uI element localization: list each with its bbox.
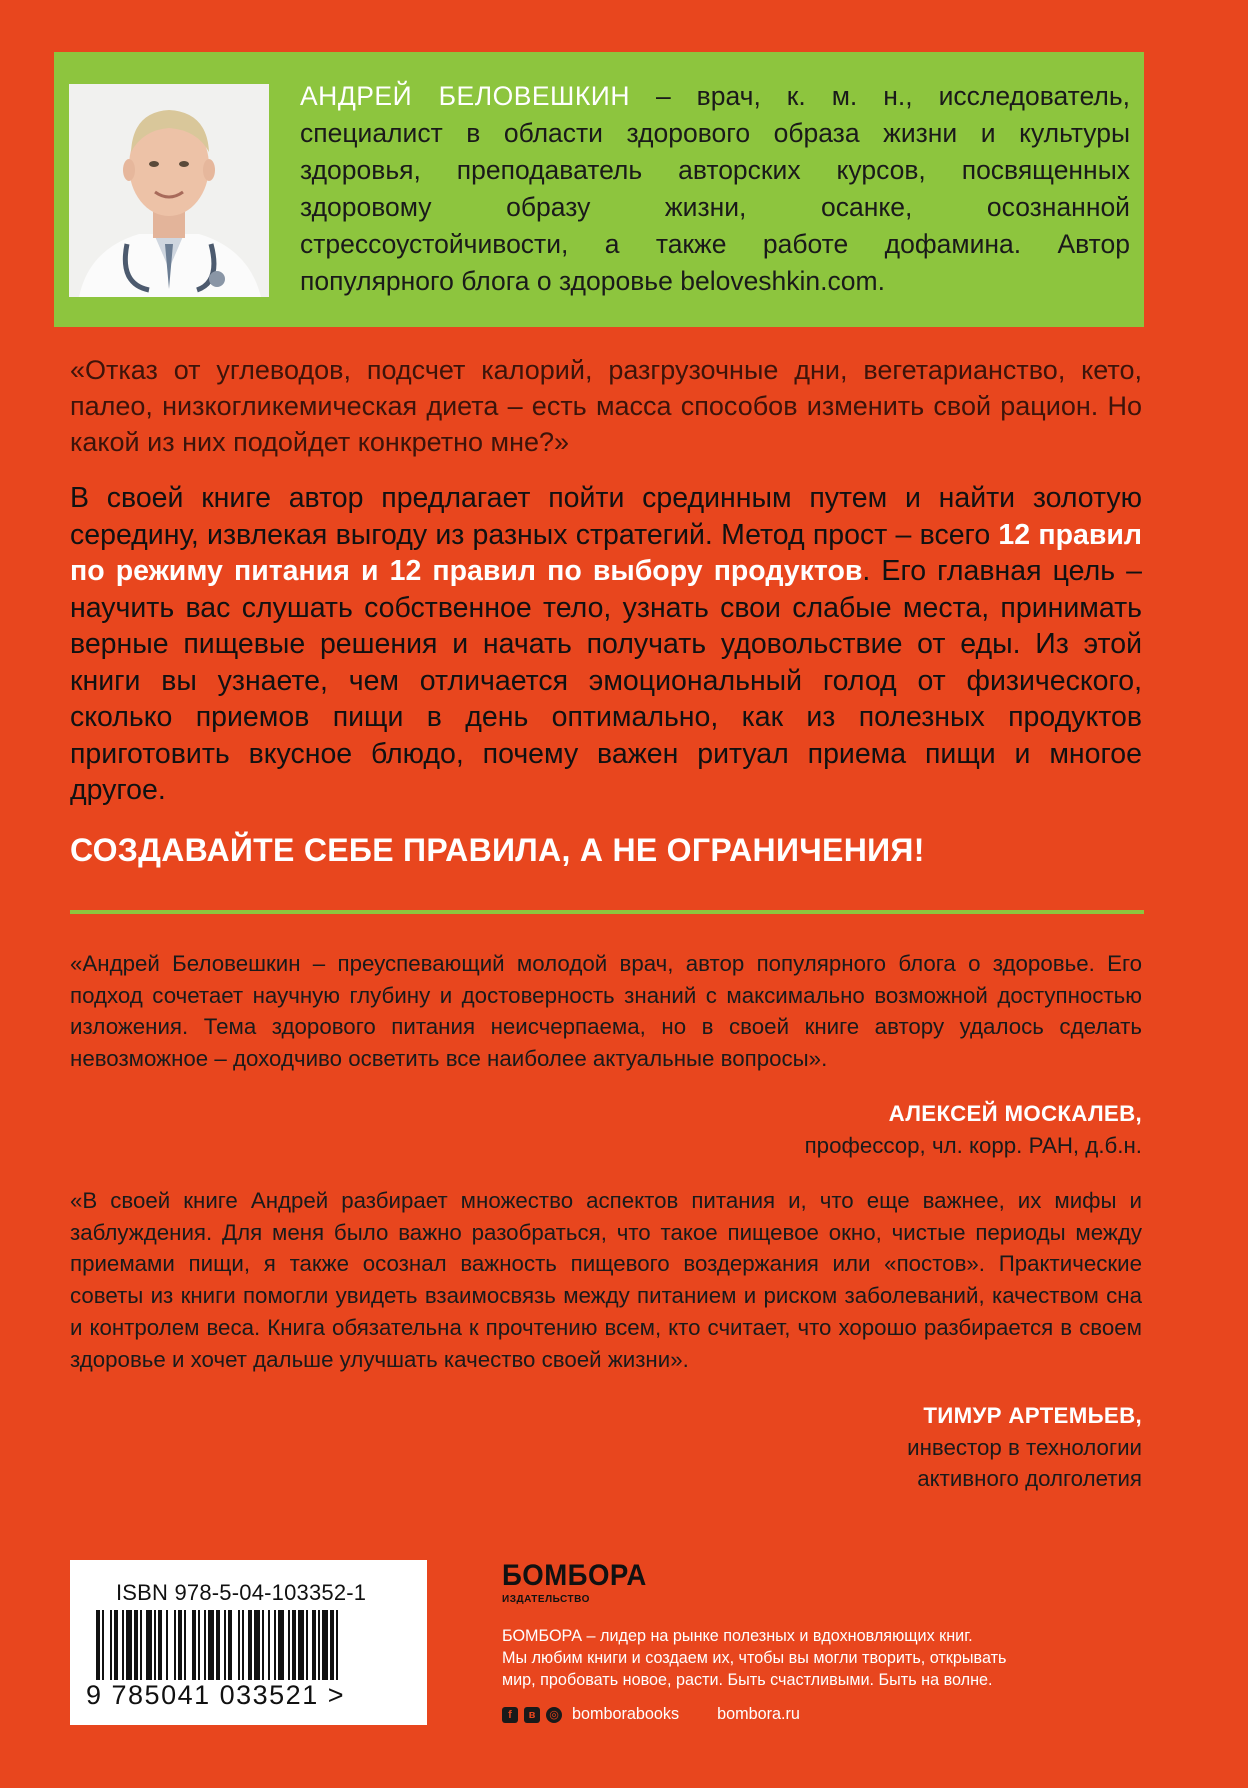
barcode-bar [158, 1610, 162, 1680]
publisher-description [502, 1625, 1062, 1691]
barcode-bar [178, 1610, 182, 1680]
reviewer-title-line2: активного долголетия [917, 1466, 1142, 1491]
barcode-bar [204, 1610, 206, 1680]
reviewer-title: инвестор в технологии [907, 1434, 1142, 1460]
reviewer-name: АЛЕКСЕЙ МОСКАЛЕВ, [888, 1101, 1142, 1126]
barcode-bar [208, 1610, 214, 1680]
barcode-bar [192, 1610, 196, 1680]
barcode-bar [242, 1610, 244, 1680]
publisher-desc-line: мир, пробовать новое, расти. Быть счастливыми. Быть на волне. [502, 1671, 993, 1689]
barcode-bar [146, 1610, 152, 1680]
barcode-bar [114, 1610, 118, 1680]
publisher-subtitle: ИЗДАТЕЛЬСТВО [502, 1594, 590, 1605]
barcode-bar [298, 1610, 304, 1680]
barcode-bar [336, 1610, 338, 1680]
barcode-bar [110, 1610, 112, 1680]
vk-icon[interactable]: в [524, 1707, 540, 1723]
author-photo [69, 84, 269, 297]
author-name: АНДРЕЙ БЕЛОВЕШКИН [300, 81, 630, 111]
barcode-bar [184, 1610, 186, 1680]
review-moskalev-signature [805, 1098, 1142, 1161]
social-handle[interactable]: bomborabooks [572, 1705, 680, 1723]
barcode-bar [330, 1610, 334, 1680]
barcode-bar [318, 1610, 320, 1680]
barcode-bar [166, 1610, 168, 1680]
publisher-logo: БОМБОРА [502, 1559, 647, 1592]
barcode-bar [174, 1610, 176, 1680]
description-part2: . Его главная цель – научить вас слушать собственное тело, узнать свои слабые места, принимать верные пищевые решения и начать получать удовольствие от еды. Из этой книги вы узнаете, чем отличается эмоциональный голод от физического, сколько приемов пищи в день оптимально, как из полезных продуктов приготовить вкусное блюдо, почему важен ритуал приема пищи и многое другое. [70, 555, 1143, 806]
barcode-bar [248, 1610, 252, 1680]
reviewer-name: ТИМУР АРТЕМЬЕВ, [923, 1403, 1142, 1428]
barcode-bar [154, 1610, 156, 1680]
barcode-bar [228, 1610, 232, 1680]
slogan: СОЗДАВАЙТЕ СЕБЕ ПРАВИЛА, А НЕ ОГРАНИЧЕНИЯ! [70, 832, 925, 868]
publisher-website[interactable]: bombora.ru [717, 1705, 800, 1723]
barcode-bar [198, 1610, 200, 1680]
barcode-box [70, 1560, 427, 1725]
reviewer-title: профессор, чл. корр. РАН, д.б.н. [804, 1132, 1142, 1158]
barcode-icon [92, 1610, 407, 1680]
review-moskalev: «Андрей Беловешкин – преуспевающий молодой врач, автор популярного блога о здоровье. Его подход сочетает научную глубину и достоверность знаний с максимально возможной доступностью изложения. Тема здорового питания неисчерпаема, но в своей книге автору удалось сделать невозможное – доходчиво осветить все наиболее актуальные вопросы». [70, 951, 1142, 1072]
barcode-bar [288, 1610, 290, 1680]
intro-quote: «Отказ от углеводов, подсчет калорий, разгрузочные дни, вегетарианство, кето, палео, низкогликемическая диета – есть масса способов изменить свой рацион. Но какой из них подойдет конкретно мне?» [70, 355, 1142, 457]
isbn-text: ISBN 978-5-04-103352-1 [116, 1580, 367, 1605]
publisher-desc-line: БОМБОРА – лидер на рынке полезных и вдохновляющих книг. [502, 1627, 973, 1645]
book-description [70, 480, 1142, 809]
facebook-icon[interactable]: f [502, 1707, 518, 1723]
description-part1: В своей книге автор предлагает пойти срединным путем и найти золотую середину, извлекая выгоду из разных стратегий. Метод прост – всего [70, 482, 1142, 551]
barcode-bar [224, 1610, 226, 1680]
barcode-bar [278, 1610, 284, 1680]
instagram-icon[interactable]: ◎ [546, 1707, 562, 1723]
barcode-bar [254, 1610, 260, 1680]
barcode-bar [122, 1610, 124, 1680]
barcode-bar [140, 1610, 142, 1680]
barcode-bar [322, 1610, 328, 1680]
barcode-bar [306, 1610, 308, 1680]
review-artemyev: «В своей книге Андрей разбирает множество аспектов питания и, что еще важнее, их мифы и заблуждения. Для меня было важно разобраться, что такое пищевое окно, чистые периоды между приемами пищи, я также осознал важность пищевого воздержания или «постов». Практические советы из книги помогли увидеть взаимосвязь между питанием и риском заболеваний, качеством сна и контролем веса. Книга обязательна к прочтению всем, кто считает, что хорошо разбирается в своем здоровье и хочет дальше улучшать качество своей жизни». [70, 1188, 1142, 1372]
barcode-bar [262, 1610, 264, 1680]
author-bio [300, 78, 1130, 300]
barcode-bar [274, 1610, 276, 1680]
author-bio-text: – врач, к. м. н., исследователь, специалист в области здорового образа жизни и культуры здоровья, преподаватель авторских курсов, посвященных здоровому образу жизни, осанке, осознанной стрессоустойчивости, а также работе дофамина. Автор популярного блога о здоровье beloveshkin.com. [300, 81, 1130, 296]
barcode-bar [134, 1610, 138, 1680]
barcode-digits: 9 785041 033521 > [86, 1680, 345, 1710]
barcode-bar [292, 1610, 296, 1680]
barcode-bar [238, 1610, 240, 1680]
publisher-block [502, 1560, 1062, 1724]
author-portrait-icon [69, 84, 269, 297]
barcode-bar [126, 1610, 132, 1680]
barcode-bar [268, 1610, 270, 1680]
review-artemyev-signature [907, 1400, 1142, 1495]
publisher-desc-line: Мы любим книги и создаем их, чтобы вы могли творить, открывать [502, 1649, 1007, 1667]
barcode-bar [216, 1610, 220, 1680]
publisher-links [502, 1705, 1062, 1724]
divider [70, 910, 1144, 914]
barcode-bar [102, 1610, 104, 1680]
barcode-bar [312, 1610, 316, 1680]
author-box [54, 52, 1144, 327]
description-highlight: 12 правил по режиму питания и 12 правил по выбору продуктов [70, 518, 1142, 587]
barcode-bar [96, 1610, 100, 1680]
